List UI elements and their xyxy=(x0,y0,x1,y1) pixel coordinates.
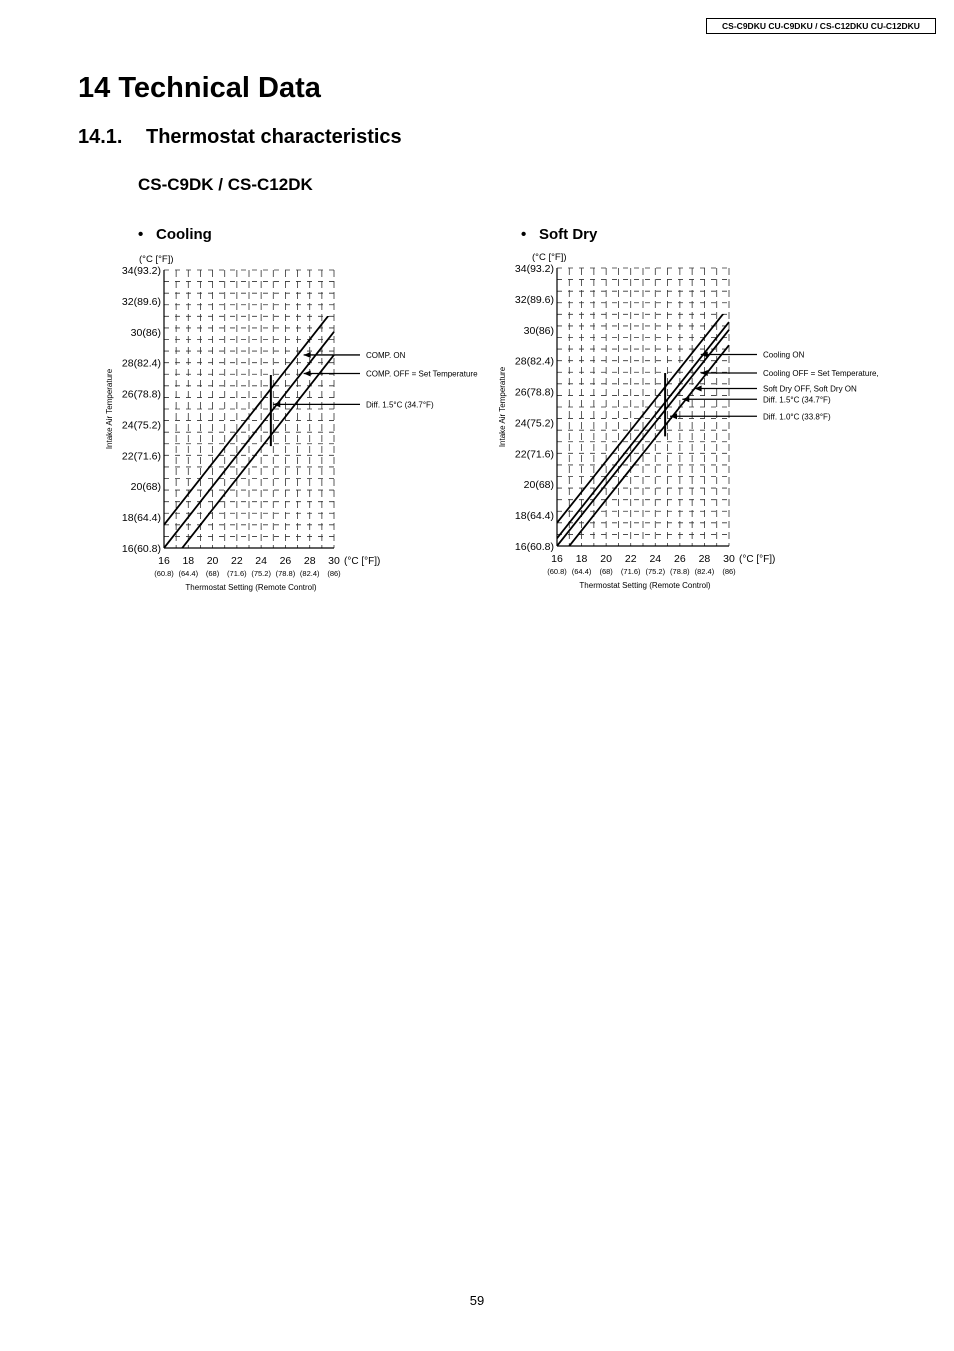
x-tick-label-f: (75.2) xyxy=(645,567,666,576)
x-tick-label: 22 xyxy=(231,555,243,567)
x-tick-label-f: (82.4) xyxy=(694,567,715,576)
annotation-label: COMP. OFF = Set Temperature xyxy=(366,369,478,379)
x-tick-label: 18 xyxy=(182,555,195,567)
bullet-icon: • xyxy=(138,226,144,243)
annotation-label: Diff. 1.5°C (34.7°F) xyxy=(366,400,434,410)
y-tick-label: 20(68) xyxy=(523,479,554,492)
x-tick-label-f: (71.6) xyxy=(620,567,641,576)
x-tick-label-f: (60.8) xyxy=(547,567,567,576)
x-tick-label-f: (71.6) xyxy=(227,569,247,578)
y-tick-label: 34(93.2) xyxy=(514,263,554,275)
y-tick-label: 22(71.6) xyxy=(514,448,554,461)
y-tick-label: 26(78.8) xyxy=(514,386,554,399)
annotation-label: Soft Dry OFF, Soft Dry ON xyxy=(763,384,857,394)
y-tick-label: 16(60.8) xyxy=(514,541,554,553)
model-title: CS-C9DK / CS-C12DK xyxy=(138,175,313,194)
x-tick-label-f: (75.2) xyxy=(251,569,271,578)
x-unit-label: (°C [°F]) xyxy=(344,556,381,567)
x-tick-label-f: (78.8) xyxy=(670,567,690,576)
page-number: 59 xyxy=(469,1293,485,1308)
annotation-label: Cooling ON xyxy=(763,350,805,360)
section-number: 14.1. xyxy=(78,126,123,148)
y-tick-label: 24(75.2) xyxy=(121,419,161,432)
annotation-label: COMP. ON xyxy=(366,350,406,360)
annotation-label: Cooling OFF = Set Temperature, xyxy=(763,369,879,379)
y-tick-label: 28(82.4) xyxy=(514,355,554,368)
page-title-number: 14 xyxy=(78,72,111,104)
y-axis-label: Intake Air Temperature xyxy=(105,368,114,450)
y-tick-label: 32(89.6) xyxy=(121,295,161,308)
y-tick-label: 18(64.4) xyxy=(514,510,554,523)
cooling-title-text: Cooling xyxy=(156,226,212,243)
x-tick-label: 20 xyxy=(600,553,612,565)
x-tick-label-f: (86) xyxy=(722,567,736,576)
y-tick-label: 30(86) xyxy=(130,326,161,339)
annotation-label: Diff. 1.5°C (34.7°F) xyxy=(763,395,831,405)
y-tick-label: 34(93.2) xyxy=(121,265,161,277)
x-tick-label-f: (82.4) xyxy=(299,569,320,578)
x-tick-label: 28 xyxy=(303,555,316,567)
x-tick-label: 18 xyxy=(575,553,588,565)
y-axis-label: Intake Air Temperature xyxy=(498,366,507,448)
y-tick-label: 32(89.6) xyxy=(514,293,554,306)
x-tick-label: 26 xyxy=(279,555,292,567)
softdry-title-text: Soft Dry xyxy=(539,226,598,243)
y-tick-label: 22(71.6) xyxy=(121,450,161,463)
page-title-text: Technical Data xyxy=(118,72,321,104)
x-axis-label: Thermostat Setting (Remote Control) xyxy=(185,583,317,592)
x-tick-label-f: (60.8) xyxy=(154,569,174,578)
y-unit-label: (°C [°F]) xyxy=(139,254,174,265)
x-unit-label: (°C [°F]) xyxy=(739,554,776,565)
y-tick-label: 18(64.4) xyxy=(121,512,161,525)
x-tick-label: 24 xyxy=(649,553,662,565)
y-tick-label: 28(82.4) xyxy=(121,357,161,370)
y-unit-label: (°C [°F]) xyxy=(532,252,567,263)
x-tick-label: 28 xyxy=(698,553,711,565)
x-tick-label-f: (64.4) xyxy=(178,569,199,578)
header-model-code: CS-C9DKU CU-C9DKU / CS-C12DKU CU-C12DKU xyxy=(706,18,936,34)
y-tick-label: 26(78.8) xyxy=(121,388,161,401)
y-tick-label: 30(86) xyxy=(523,324,554,337)
x-tick-label: 20 xyxy=(206,555,219,567)
x-tick-label: 30 xyxy=(328,555,340,567)
x-tick-label: 26 xyxy=(674,553,686,565)
x-tick-label: 30 xyxy=(723,553,735,565)
annotation-label: Diff. 1.0°C (33.8°F) xyxy=(763,412,831,422)
x-tick-label: 16 xyxy=(551,553,563,565)
y-tick-label: 24(75.2) xyxy=(514,417,554,430)
y-tick-label: 16(60.8) xyxy=(121,543,161,555)
x-tick-label-f: (64.4) xyxy=(571,567,592,576)
x-tick-label: 24 xyxy=(255,555,267,567)
x-tick-label: 16 xyxy=(158,555,170,567)
section-title-text: Thermostat characteristics xyxy=(146,126,402,148)
y-tick-label: 20(68) xyxy=(130,481,161,494)
x-tick-label-f: (78.8) xyxy=(275,569,296,578)
x-axis-label: Thermostat Setting (Remote Control) xyxy=(579,581,711,590)
x-tick-label-f: (86) xyxy=(327,569,341,578)
bullet-icon: • xyxy=(521,226,527,243)
x-tick-label-f: (68) xyxy=(205,569,220,578)
x-tick-label: 22 xyxy=(624,553,637,565)
x-tick-label-f: (68) xyxy=(599,567,613,576)
